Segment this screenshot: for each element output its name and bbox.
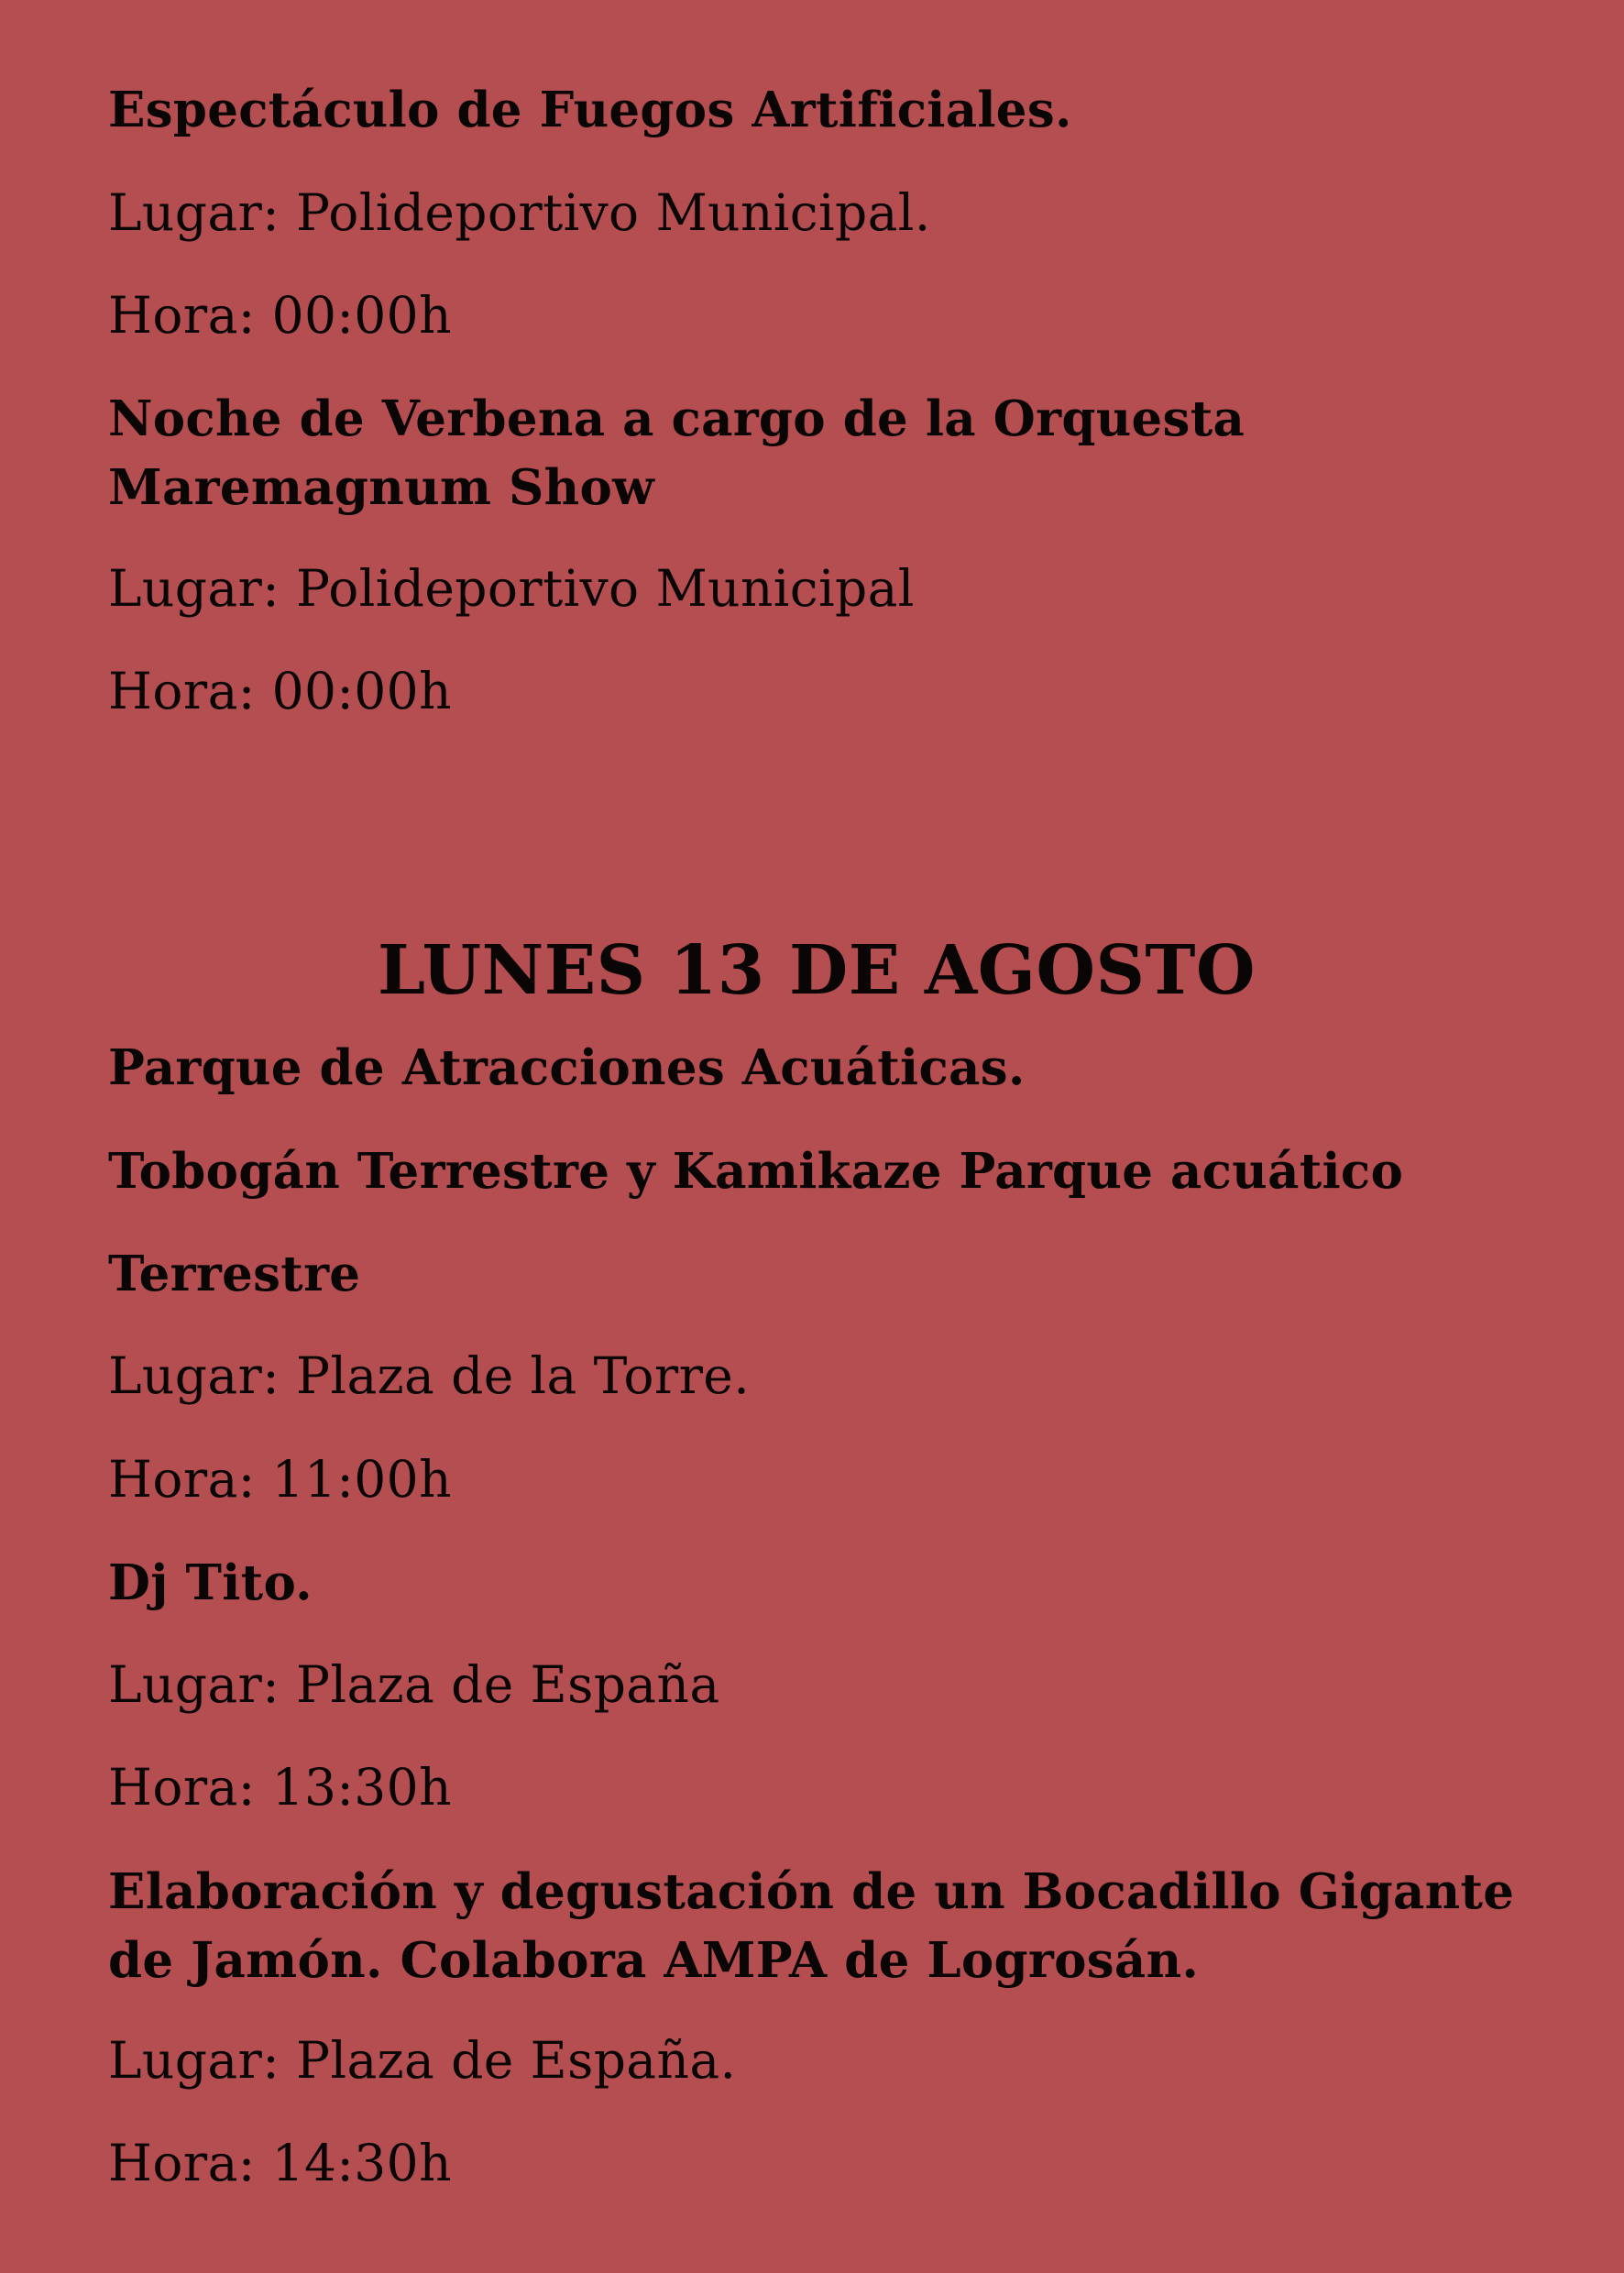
event-title: Maremagnum Show — [108, 459, 655, 516]
event-title: de Jamón. Colabora AMPA de Logrosán. — [108, 1932, 1200, 1989]
event-title: Terrestre — [108, 1246, 361, 1302]
event-title: Tobogán Terrestre y Kamikaze Parque acuático — [108, 1143, 1404, 1200]
event-place: Lugar: Plaza de la Torre. — [108, 1346, 751, 1405]
day-heading: LUNES 13 DE AGOSTO — [378, 931, 1256, 1010]
event-title: Parque de Atracciones Acuáticas. — [108, 1039, 1026, 1096]
event-time: Hora: 14:30h — [108, 2134, 452, 2192]
event-place: Lugar: Polideportivo Municipal. — [108, 183, 931, 242]
event-time: Hora: 00:00h — [108, 286, 452, 345]
event-title: Espectáculo de Fuegos Artificiales. — [108, 82, 1072, 138]
event-place: Lugar: Polideportivo Municipal — [108, 559, 915, 618]
event-place: Lugar: Plaza de España — [108, 1655, 720, 1714]
event-time: Hora: 13:30h — [108, 1758, 452, 1817]
event-place: Lugar: Plaza de España. — [108, 2031, 737, 2090]
event-time: Hora: 11:00h — [108, 1450, 452, 1509]
event-title: Noche de Verbena a cargo de la Orquesta — [108, 390, 1245, 447]
event-time: Hora: 00:00h — [108, 662, 452, 720]
event-title: Elaboración y degustación de un Bocadillo Gigante — [108, 1863, 1515, 1920]
event-title: Dj Tito. — [108, 1554, 313, 1611]
